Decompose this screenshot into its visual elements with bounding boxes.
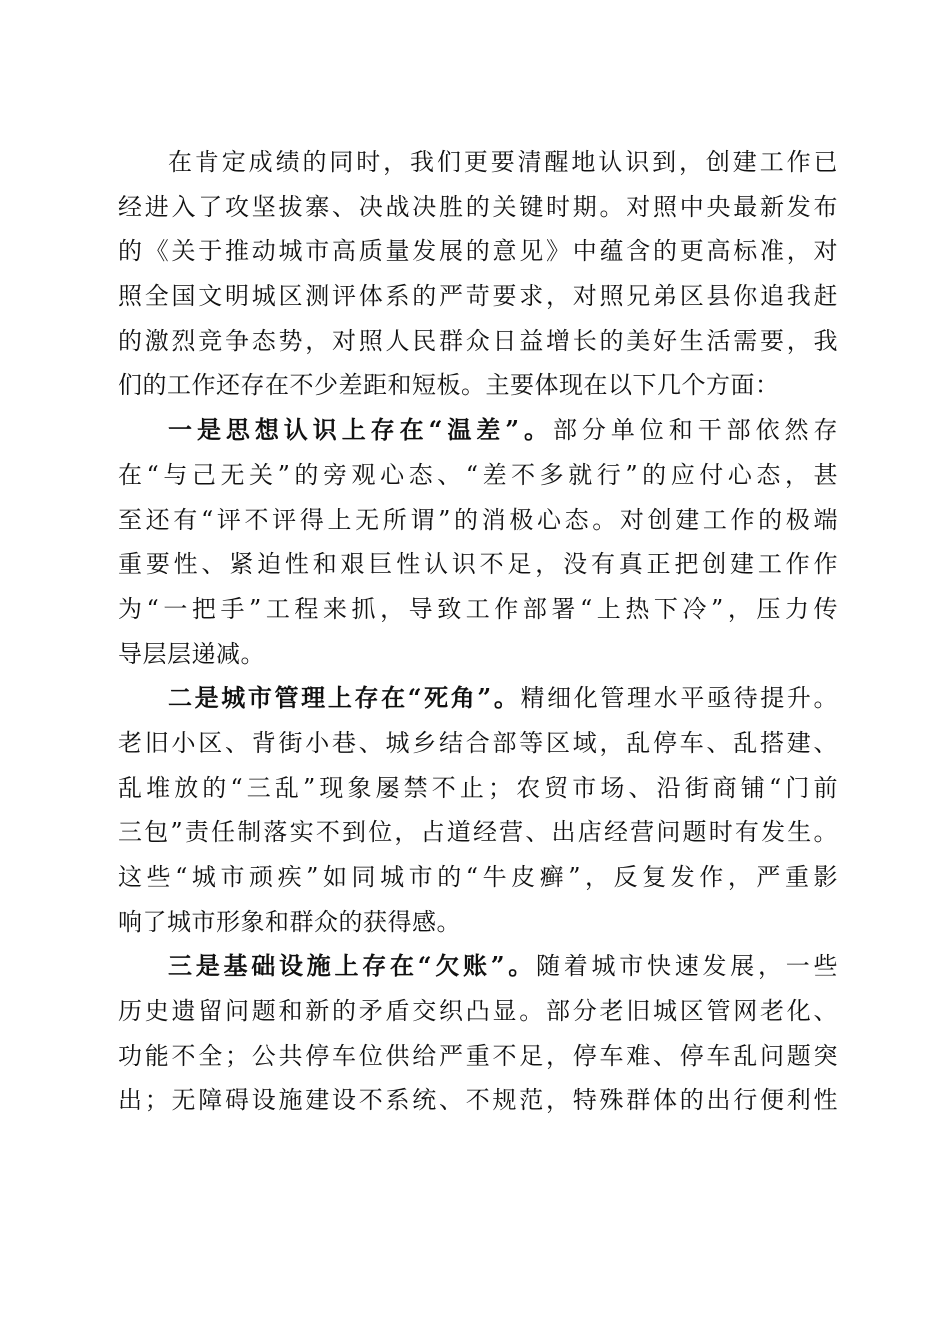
text-line: 重要性、紧迫性和艰巨性认识不足，没有真正把创建工作作	[118, 550, 838, 579]
text-line: 的《关于推动城市高质量发展的意见》中蕴含的更高标准，对	[118, 237, 838, 266]
text-line: 响了城市形象和群众的获得感。	[118, 907, 461, 936]
text-segment: 精细化管理水平亟待提升。	[520, 684, 839, 713]
text-line: 乱堆放的“三乱”现象屡禁不止；农贸市场、沿街商铺“门前	[118, 773, 838, 802]
text-line: 老旧小区、背街小巷、城乡结合部等区域，乱停车、乱搭建、	[118, 728, 838, 757]
text-line	[118, 676, 838, 721]
paragraph-lead: 一是思想认识上存在“温差”。	[168, 415, 553, 445]
text-line	[118, 944, 838, 989]
text-line: 三包”责任制落实不到位，占道经营、出店经营问题时有发生。	[118, 818, 838, 847]
text-line: 历史遗留问题和新的矛盾交织凸显。部分老旧城区管网老化、	[118, 997, 838, 1026]
text-line: 照全国文明城区测评体系的严苛要求，对照兄弟区县你追我赶	[118, 282, 838, 311]
paragraph-intro	[118, 140, 838, 408]
paragraph-management	[118, 676, 838, 944]
text-line	[118, 408, 838, 453]
text-line: 在“与己无关”的旁观心态、“差不多就行”的应付心态，甚	[118, 460, 838, 489]
paragraph-lead: 三是基础设施上存在“欠账”。	[168, 951, 537, 981]
paragraph-lead: 二是城市管理上存在“死角”。	[168, 683, 521, 713]
text-line: 出；无障碍设施建设不系统、不规范，特殊群体的出行便利性	[118, 1086, 838, 1115]
text-line: 功能不全；公共停车位供给严重不足，停车难、停车乱问题突	[118, 1041, 838, 1070]
text-line: 这些“城市顽疾”如同城市的“牛皮癣”，反复发作，严重影	[118, 863, 838, 891]
text-line: 的激烈竞争态势，对照人民群众日益增长的美好生活需要，我	[118, 326, 838, 355]
paragraph-thinking	[118, 408, 838, 676]
text-line: 为“一把手”工程来抓，导致工作部署“上热下冷”，压力传	[118, 594, 838, 623]
paragraph-infrastructure	[118, 944, 838, 1123]
text-line: 们的工作还存在不少差距和短板。主要体现在以下几个方面：	[118, 371, 780, 400]
text-line: 在肯定成绩的同时，我们更要清醒地认识到，创建工作已	[168, 148, 838, 176]
text-line: 至还有“评不评得上无所谓”的消极心态。对创建工作的极端	[118, 505, 838, 534]
text-segment: 随着城市快速发展，一些	[536, 952, 839, 981]
text-line: 导层层递减。	[118, 639, 265, 668]
text-segment: 部分单位和干部依然存	[552, 416, 839, 445]
body-text	[118, 140, 838, 1123]
text-line: 经进入了攻坚拔寨、决战决胜的关键时期。对照中央最新发布	[118, 192, 838, 221]
